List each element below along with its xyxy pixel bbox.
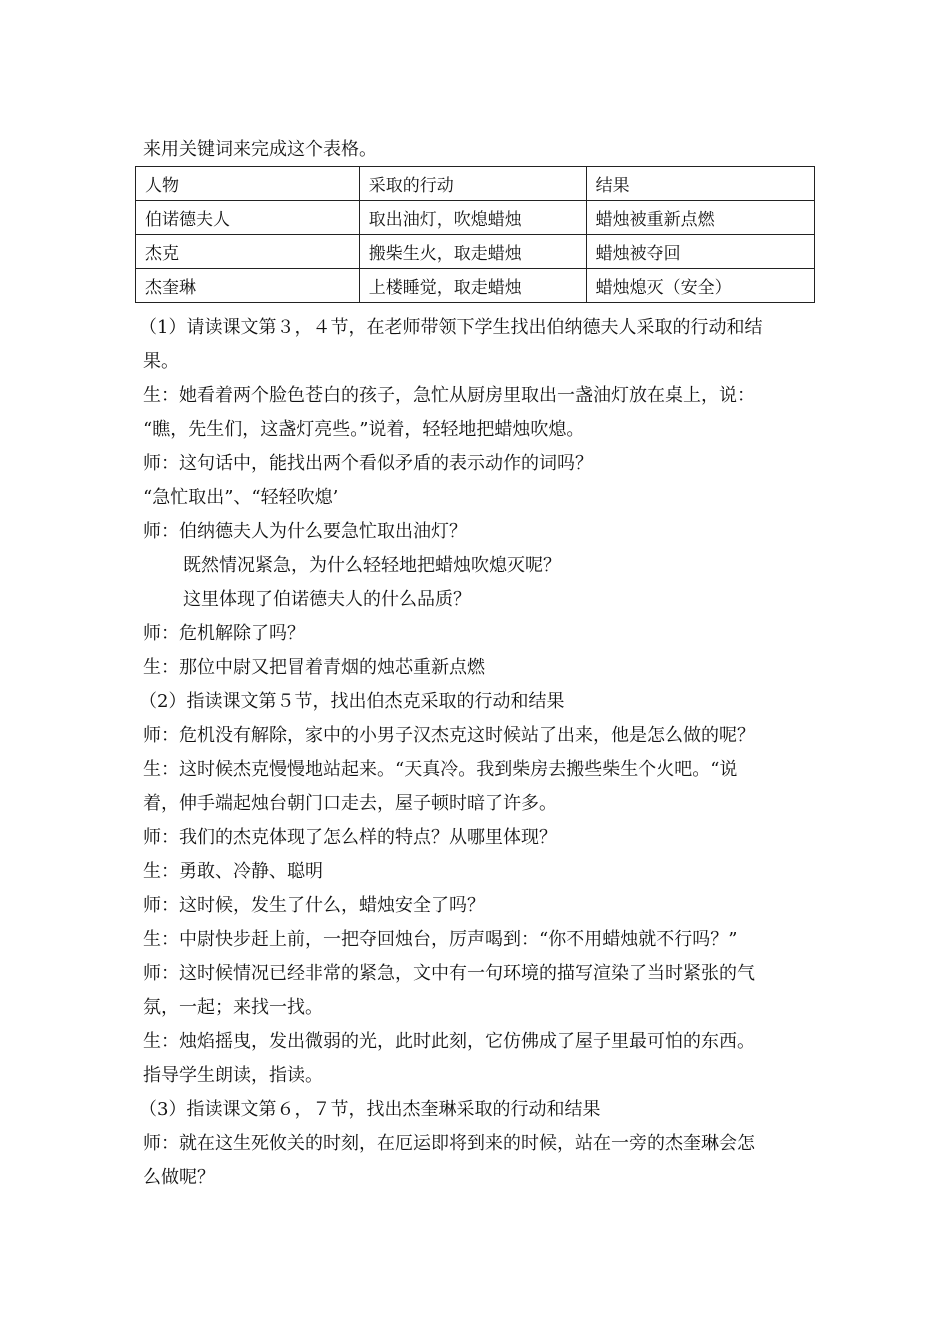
character-action-table [135,166,815,303]
text-line: 么做呢？ [143,1167,215,1188]
text-line: 果。 [143,351,179,372]
text-line: 生：中尉快步赶上前，一把夺回烛台，厉声喝到：“你不用蜡烛就不行吗？” [143,929,738,950]
table-row [136,201,815,235]
body-text [139,311,815,1195]
intro-text: 来用关键词来完成这个表格。 [143,139,377,160]
text-line: （3）指读课文第６，７节，找出杰奎琳采取的行动和结果 [139,1099,601,1120]
header-cell: 人物 [136,167,360,201]
text-line: 生：烛焰摇曳，发出微弱的光，此时此刻，它仿佛成了屋子里最可怕的东西。 [143,1031,755,1052]
table-cell: 搬柴生火，取走蜡烛 [359,235,586,269]
text-line: 既然情况紧急，为什么轻轻地把蜡烛吹熄灭呢？ [183,555,561,576]
text-line: 师：这时候，发生了什么，蜡烛安全了吗？ [143,895,485,916]
text-line: 生：勇敢、冷静、聪明 [143,861,323,882]
header-cell: 采取的行动 [359,167,586,201]
text-line: 指导学生朗读，指读。 [143,1065,323,1086]
text-line: 生：那位中尉又把冒着青烟的烛芯重新点燃 [143,657,485,678]
text-line: “急忙取出”、“轻轻吹熄’ [143,487,339,508]
table-cell: 蜡烛熄灭（安全） [586,269,814,303]
text-line: “瞧，先生们，这盏灯亮些。”说着，轻轻地把蜡烛吹熄。 [143,419,585,440]
table-cell: 蜡烛被夺回 [586,235,814,269]
text-line: （1）请读课文第３，４节，在老师带领下学生找出伯纳德夫人采取的行动和结 [139,317,763,338]
text-line: 师：伯纳德夫人为什么要急忙取出油灯？ [143,521,467,542]
table-cell: 杰奎琳 [136,269,360,303]
text-line: 师：危机解除了吗？ [143,623,305,644]
table-header-row [136,167,815,201]
text-line: 着，伸手端起烛台朝门口走去，屋子顿时暗了许多。 [143,793,557,814]
table-cell: 杰克 [136,235,360,269]
text-line: 师：这时候情况已经非常的紧急，文中有一句环境的描写渲染了当时紧张的气 [143,963,755,984]
text-line: 氛，一起；来找一找。 [143,997,323,1018]
table-cell: 伯诺德夫人 [136,201,360,235]
text-line: 师：我们的杰克体现了怎么样的特点？从哪里体现？ [143,827,557,848]
text-line: 师：危机没有解除，家中的小男子汉杰克这时候站了出来，他是怎么做的呢？ [143,725,755,746]
table-cell: 取出油灯，吹熄蜡烛 [359,201,586,235]
text-line: （2）指读课文第５节，找出伯杰克采取的行动和结果 [139,691,565,712]
table-row [136,269,815,303]
text-line: 师：这句话中，能找出两个看似矛盾的表示动作的词吗？ [143,453,593,474]
table-cell: 蜡烛被重新点燃 [586,201,814,235]
table-cell: 上楼睡觉，取走蜡烛 [359,269,586,303]
text-line: 生：她看着两个脸色苍白的孩子，急忙从厨房里取出一盏油灯放在桌上，说： [143,385,755,406]
text-line: 这里体现了伯诺德夫人的什么品质？ [183,589,471,610]
table-row [136,235,815,269]
text-line: 师：就在这生死攸关的时刻，在厄运即将到来的时候，站在一旁的杰奎琳会怎 [143,1133,755,1154]
header-cell: 结果 [586,167,814,201]
text-line: 生：这时候杰克慢慢地站起来。“天真冷。我到柴房去搬些柴生个火吧。“说 [143,759,738,780]
